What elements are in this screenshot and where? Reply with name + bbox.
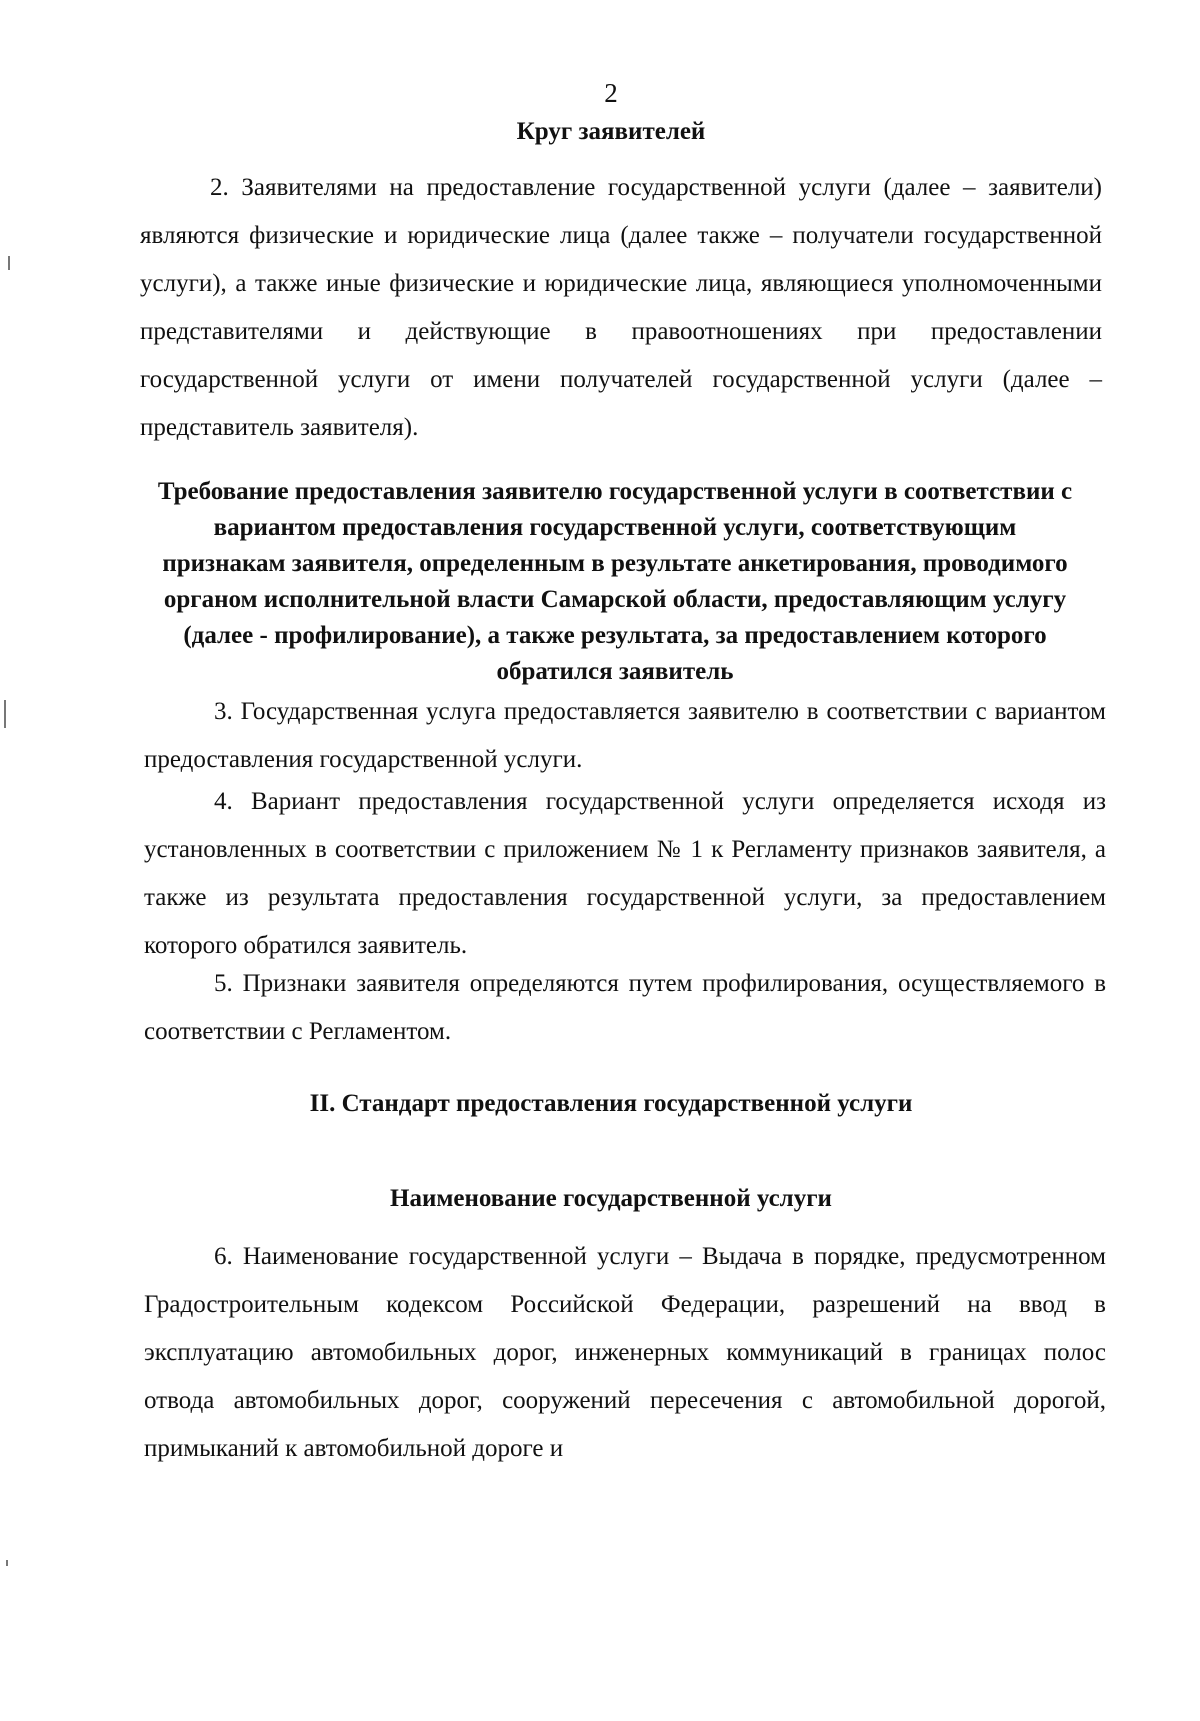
heading-standard: II. Стандарт предоставления государственной услуги xyxy=(309,1090,913,1117)
heading-applicants: Круг заявителей xyxy=(516,118,706,145)
scan-speck xyxy=(8,256,10,270)
heading-requirement: Требование предоставления заявителю государственной услуги в соответствии с вариантом предоставления государственной услуги, соответствующим признакам заявителя, определенным в результате анкетирования, проводимого органом исполнительной власти Самарской области, предоставляющим услугу (далее - профилирование), а также результата, за предоставлением которого обратился заявитель xyxy=(157,478,1073,685)
heading-service-name: Наименование государственной услуги xyxy=(390,1185,832,1212)
paragraph-2: 2. Заявителями на предоставление государственной услуги (далее – заявители) являются физические и юридические лица (далее также – получатели государственной услуги), а также иные физические и юридические лица, являющиеся уполномоченными представителями и действующие в правоотношениях при предоставлении государственной услуги от имени получателей государственной услуги (далее – представитель заявителя). xyxy=(140,174,1102,441)
paragraph-6: 6. Наименование государственной услуги – Выдача в порядке, предусмотренном Градостроительным кодексом Российской Федерации, разрешений на ввод в эксплуатацию автомобильных дорог, инженерных коммуникаций в границах полос отвода автомобильных дорог, сооружений пересечения с автомобильной дорогой, примыканий к автомобильной дороге и xyxy=(144,1243,1106,1462)
paragraph-5: 5. Признаки заявителя определяются путем профилирования, осуществляемого в соответствии с Регламентом. xyxy=(144,970,1106,1045)
paragraph-3: 3. Государственная услуга предоставляется заявителю в соответствии с вариантом предоставления государственной услуги. xyxy=(144,698,1106,773)
scan-speck xyxy=(6,1560,8,1566)
paragraph-4: 4. Вариант предоставления государственной услуги определяется исходя из установленных в соответствии с приложением № 1 к Регламенту признаков заявителя, а также из результата предоставления государственной услуги, за предоставлением которого обратился заявитель. xyxy=(144,788,1106,959)
page-number: 2 xyxy=(604,78,618,108)
scan-speck xyxy=(4,700,6,728)
